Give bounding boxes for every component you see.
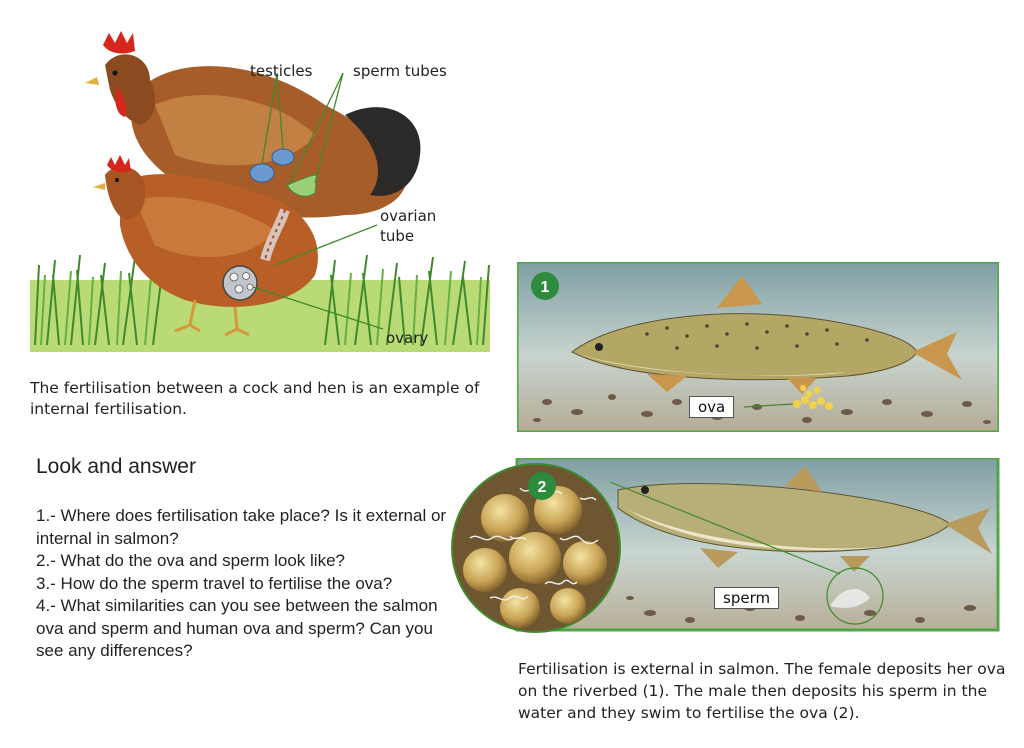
question-item: 3.- How do the sperm travel to fertilise the ova? — [36, 573, 393, 593]
ovarian-tube-label-line2: tube — [380, 227, 415, 245]
panel-1-number: 1 — [540, 279, 550, 296]
ovarian-tube-label — [380, 206, 436, 246]
panel-2-number: 2 — [537, 479, 547, 496]
chicken-caption: The fertilisation between a cock and hen is an example of internal fertilisation. — [30, 379, 480, 418]
salmon-ova-illustration — [517, 262, 999, 432]
sperm-tag: sperm — [714, 587, 779, 609]
testicles-label: testicles — [250, 62, 313, 80]
look-and-answer-title: Look and answer — [36, 455, 196, 478]
salmon-sperm-illustration — [450, 458, 1000, 638]
question-item: 4.- What similarities can you see between the salmon ova and sperm and human ova and sperm? Can you see any differences? — [36, 596, 438, 660]
question-item: 2.- What do the ova and sperm look like? — [36, 551, 345, 570]
salmon-caption: Fertilisation is external in salmon. The female deposits her ova on the riverbed (1). The male then deposits his sperm in the water and they swim to fertilise the ova (2). — [518, 660, 1006, 722]
ovary-label: ovary — [386, 329, 429, 347]
ova-tag: ova — [689, 396, 734, 418]
question-list — [36, 505, 456, 663]
question-item: 1.- Where does fertilisation take place? Is it external or internal in salmon? — [36, 506, 447, 548]
sperm-tubes-label: sperm tubes — [353, 62, 447, 80]
ovarian-tube-label-line1: ovarian — [380, 207, 437, 225]
